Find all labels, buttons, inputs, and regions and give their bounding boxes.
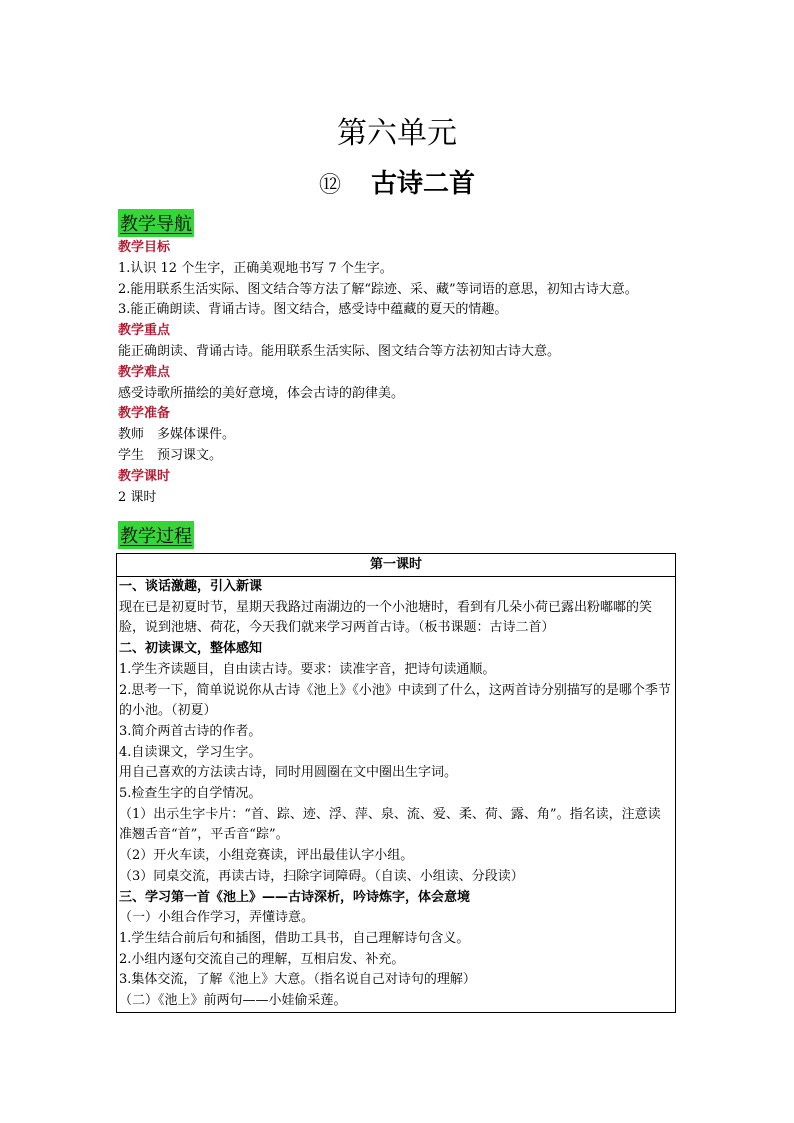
process-line: 5.检查生字的自学情况。 <box>119 786 262 802</box>
guide-line: 学生 预习课文。 <box>118 447 223 463</box>
process-line: （二）《池上》前两句——小娃偷采莲。 <box>119 993 347 1009</box>
lesson-title-text: 古诗二首 <box>371 169 476 199</box>
process-section-heading: 二、初读课文，整体感知 <box>119 641 263 657</box>
process-line: 3.集体交流，了解《池上》大意。（指名说自己对诗句的理解） <box>119 972 476 988</box>
guide-line: 感受诗歌所描绘的美好意境，体会古诗的韵律美。 <box>118 385 405 401</box>
process-lines <box>119 577 673 1012</box>
process-box <box>116 553 676 1013</box>
process-line: （2）开火车读，小组竞赛读，评出最佳认字小组。 <box>119 848 414 864</box>
guide-line: 能正确朗读、背诵古诗。能用联系生活实际、图文结合等方法初知古诗大意。 <box>118 343 561 359</box>
process-line: 1.学生结合前后句和插图，借助工具书，自己理解诗句含义。 <box>119 930 470 946</box>
process-line: （3）同桌交流，再读古诗，扫除字词障碍。（自读、小组读、分段读） <box>119 868 524 884</box>
guide-subheading: 教学准备 <box>118 406 171 422</box>
guide-subheading: 教学难点 <box>118 364 171 380</box>
session-title: 第一课时 <box>117 554 675 577</box>
guide-section <box>118 238 688 508</box>
process-line: 用自己喜欢的方法读古诗，同时用圆圈在文中圈出生字词。 <box>119 765 458 781</box>
process-section-heading: 一、谈话激趣，引入新课 <box>119 579 263 594</box>
guide-line: 教师 多媒体课件。 <box>118 427 236 443</box>
guide-line: 1.认识 12 个生字，正确美观地书写 7 个生字。 <box>118 260 393 276</box>
guide-line: 2 课时 <box>118 489 157 505</box>
process-line: 1.学生齐读题目，自由读古诗。要求：读准字音，把诗句读通顺。 <box>119 661 496 677</box>
process-section-heading: 三、学习第一首《池上》——古诗深析，吟诗炼字，体会意境 <box>119 889 471 905</box>
guide-subheading: 教学目标 <box>118 240 171 255</box>
process-line: 4.自读课文，学习生字。 <box>119 744 262 760</box>
guide-line: 3.能正确朗读、背诵古诗。图文结合，感受诗中蕴藏的夏天的情趣。 <box>118 302 508 318</box>
unit-title: 第六单元 <box>337 116 457 151</box>
process-line: （一）小组合作学习，弄懂诗意。 <box>119 910 315 926</box>
lesson-title <box>0 163 794 200</box>
process-line: 3.简介两首古诗的作者。 <box>119 723 262 739</box>
process-heading: 教学过程 <box>118 521 194 549</box>
process-line: 2.思考一下，简单说说你从古诗《池上》《小池》中读到了什么，这两首诗分别描写的是哪个季节的小池。（初夏） <box>119 682 671 719</box>
guide-subheading: 教学重点 <box>118 323 171 339</box>
process-line: 现在已是初夏时节，星期天我路过南湖边的一个小池塘时，看到有几朵小荷已露出粉嘟嘟的笑脸，说到池塘、荷花，今天我们就来学习两首古诗。（板书课题：古诗二首） <box>119 599 653 636</box>
lesson-number: ⑫ <box>318 173 341 198</box>
guide-subheading: 教学课时 <box>118 468 171 484</box>
guide-heading: 教学导航 <box>118 209 194 237</box>
process-line: （1）出示生字卡片：“首、踪、迹、浮、萍、泉、流、爱、柔、荷、露、角”。指名读，注意读准翘舌音“首”，平舌音“踪”。 <box>119 806 661 843</box>
process-line: 2.小组内逐句交流自己的理解，互相启发、补充。 <box>119 951 405 967</box>
guide-line: 2.能用联系生活实际、图文结合等方法了解“踪迹、采、藏”等词语的意思，初知古诗大意。 <box>118 281 638 297</box>
